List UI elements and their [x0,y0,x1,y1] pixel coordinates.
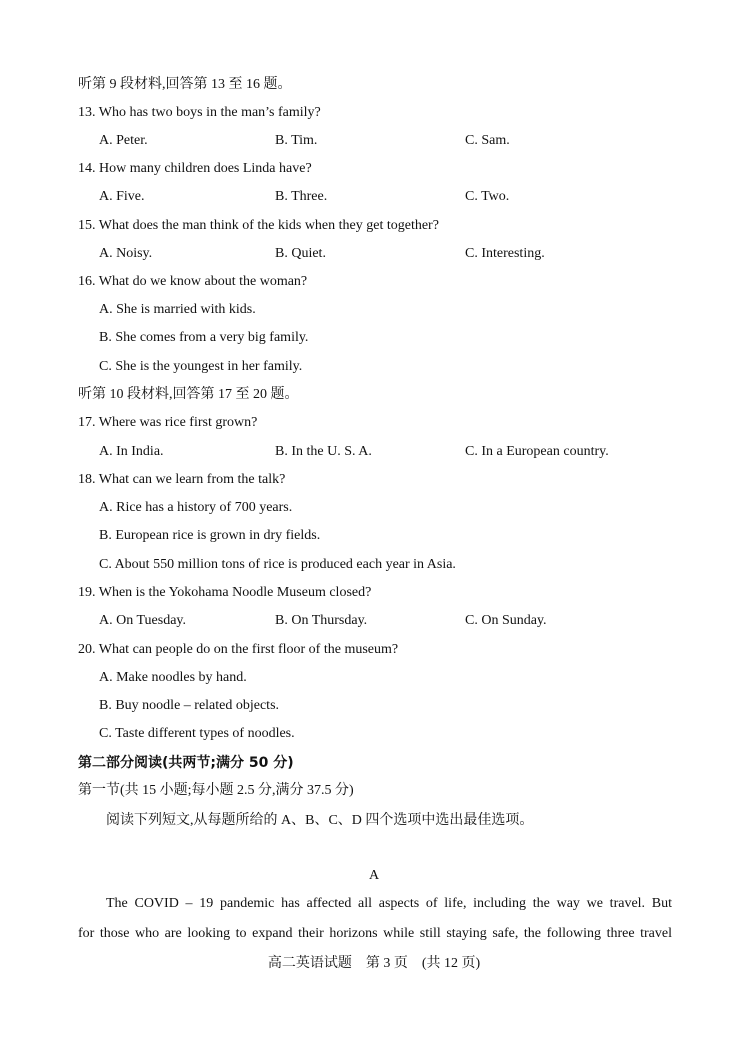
question-15: 15. What does the man think of the kids when they get together? [78,218,439,233]
q15-option-c: C. Interesting. [465,246,545,261]
question-14: 14. How many children does Linda have? [78,161,312,176]
q19-option-c: C. On Sunday. [465,613,547,628]
q20-option-b: B. Buy noodle – related objects. [99,698,280,713]
q16-option-c: C. She is the youngest in her family. [99,359,303,374]
page-footer: 高二英语试题 第 3 页 (共 12 页) [267,956,481,971]
section-10-header: 听第 10 段材料,回答第 17 至 20 题。 [78,387,299,402]
q20-option-a: A. Make noodles by hand. [99,670,247,685]
question-16: 16. What do we know about the woman? [78,274,308,289]
q16-option-a: A. She is married with kids. [99,302,256,317]
q19-option-b: B. On Thursday. [275,613,368,628]
q14-option-a: A. Five. [99,189,145,204]
question-18: 18. What can we learn from the talk? [78,472,286,487]
q17-option-c: C. In a European country. [465,444,609,459]
question-20: 20. What can people do on the first floor of the museum? [78,642,399,657]
passage-label: A [368,868,380,883]
q19-option-a: A. On Tuesday. [99,613,186,628]
q15-option-b: B. Quiet. [275,246,326,261]
q17-option-a: A. In India. [99,444,164,459]
question-13: 13. Who has two boys in the man’s family? [78,105,321,120]
q18-option-a: A. Rice has a history of 700 years. [99,500,293,515]
part-2-title: 第二部分阅读(共两节;满分 50 分) [78,755,294,771]
passage-line-1 [78,895,672,913]
q13-option-c: C. Sam. [465,133,510,148]
q14-option-b: B. Three. [275,189,328,204]
question-19: 19. When is the Yokohama Noodle Museum closed? [78,585,372,600]
section-9-header: 听第 9 段材料,回答第 13 至 16 题。 [78,77,292,92]
q13-option-b: B. Tim. [275,133,318,148]
part-2-section-1-header: 第一节(共 15 小题;每小题 2.5 分,满分 37.5 分) [78,783,354,798]
part-2-instruction: 阅读下列短文,从每题所给的 A、B、C、D 四个选项中选出最佳选项。 [106,813,534,828]
q20-option-c: C. Taste different types of noodles. [99,726,295,741]
q16-option-b: B. She comes from a very big family. [99,330,309,345]
question-17: 17. Where was rice first grown? [78,415,258,430]
q15-option-a: A. Noisy. [99,246,153,261]
q18-option-b: B. European rice is grown in dry fields. [99,528,321,543]
q18-option-c: C. About 550 million tons of rice is produced each year in Asia. [99,557,456,572]
q13-option-a: A. Peter. [99,133,148,148]
q14-option-c: C. Two. [465,189,510,204]
q17-option-b: B. In the U. S. A. [275,444,372,459]
passage-line-1-text: The COVID – 19 pandemic has affected all aspects of life, including the way we travel. But [106,896,672,911]
passage-line-2: for those who are looking to expand their horizons while still staying safe, the following three travel [78,926,672,941]
